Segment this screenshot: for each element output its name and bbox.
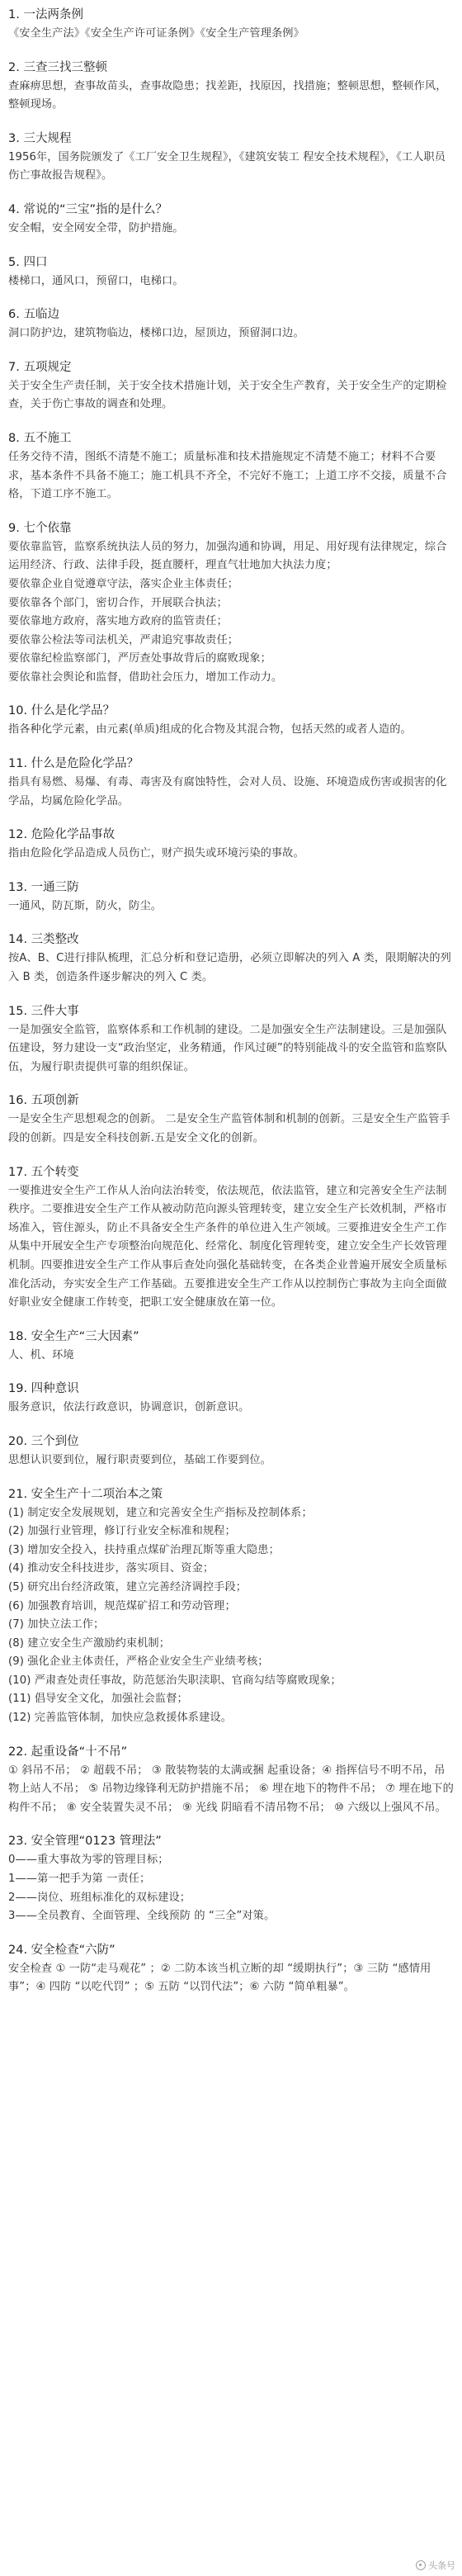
- section-20: [8, 1432, 454, 1470]
- section-text: 安全检查 ① 一防“走马观花” ；② 二防本该当机立断的却 “缓期执行”；③ 三防 “感情用事”；④ 四防 “以吃代罚” ；⑤ 五防 “以罚代法”；⑥ 六防 “简单粗暴”。: [8, 1962, 431, 1994]
- section-text: ① 斜吊不吊； ② 超载不吊； ③ 散装物装的太满或捆 起重设备；④ 指挥信号不明不吊，吊物上站人不吊； ⑤ 吊物边缘锋利无防护措施不吊； ⑥ 埋在地下的物件不吊； ⑦ 埋在地下的构件不吊； ⑧ 安全装置失灵不吊； ⑨ 光线 阴暗看不清吊物不吊； ⑩ 六级以上强风不吊。: [8, 1764, 454, 1814]
- section-title: 4. 常说的“三宝”指的是什么？: [8, 202, 167, 216]
- section-text: 指各种化学元素，由元素(单质)组成的化合物及其混合物，包括天然的或者人造的。: [8, 723, 412, 736]
- section-17: [8, 1163, 454, 1313]
- section-text: (4) 推动安全科技进步，落实项目、资金；: [8, 1562, 214, 1575]
- section-title: 21. 安全生产十二项治本之策: [8, 1487, 163, 1501]
- section-text: 按A、B、C进行排队梳理，汇总分析和登记造册，必须立即解决的列入 A 类，限期解决的列入 B 类，创造条件逐步解决的列入 C 类。: [8, 952, 451, 984]
- section-title: 24. 安全检查“六防”: [8, 1943, 116, 1957]
- section-22: [8, 1742, 454, 1818]
- section-title: 22. 起重设备“十不吊”: [8, 1745, 128, 1759]
- section-title: 17. 五个转变: [8, 1165, 79, 1179]
- section-text: 安全帽，安全网安全带，防护措施。: [8, 221, 184, 234]
- section-23: [8, 1831, 454, 1925]
- section-text: 要依靠纪检监察部门，严厉查处事故背后的腐败现象；: [8, 652, 271, 665]
- section-text: 1——第一把手为第 一责任；: [8, 1873, 151, 1886]
- section-text: 《安全生产法》《安全生产许可证条例》《安全生产管理条例》: [8, 27, 304, 40]
- section-24: [8, 1940, 454, 1997]
- section-text: 一是安全生产思想观念的创新。 二是安全生产监管体制和机制的创新。三是安全生产监管手段的创新。四是安全科技创新.五是安全文化的创新。: [8, 1113, 450, 1144]
- section-title: 3. 三大规程: [8, 131, 72, 145]
- section-text: (8) 建立安全生产激励约束机制；: [8, 1636, 171, 1650]
- section-1: [8, 5, 454, 44]
- section-4: [8, 200, 454, 239]
- section-text: 楼梯口，通风口，预留口，电梯口。: [8, 274, 184, 287]
- section-text: (7) 加快立法工作；: [8, 1618, 105, 1631]
- section-title: 13. 一通三防: [8, 880, 79, 894]
- section-5: [8, 253, 454, 291]
- section-text: 一通风，防瓦斯，防火，防尘。: [8, 899, 163, 912]
- section-16: [8, 1091, 454, 1148]
- section-title: 9. 七个依靠: [8, 521, 72, 535]
- section-text: 要依靠各个部门，密切合作，开展联合执法；: [8, 596, 228, 609]
- section-text: (10) 严肃查处责任事故，防范惩治失职渎职、官商勾结等腐败现象；: [8, 1674, 342, 1687]
- section-text: (11) 倡导安全文化，加强社会监督；: [8, 1693, 188, 1706]
- watermark-text: 头条号: [428, 2560, 455, 2571]
- section-14: [8, 930, 454, 987]
- section-title: 20. 三个到位: [8, 1434, 79, 1448]
- section-title: 15. 三件大事: [8, 1004, 79, 1018]
- section-21: [8, 1485, 454, 1728]
- section-text: (6) 加强教育培训，规范煤矿招工和劳动管理；: [8, 1599, 236, 1612]
- section-18: [8, 1327, 454, 1366]
- section-title: 10. 什么是化学品？: [8, 704, 116, 718]
- section-3: [8, 129, 454, 186]
- section-text: (3) 增加安全投入，扶持重点煤矿治理瓦斯等重大隐患；: [8, 1543, 280, 1556]
- section-text: 要依靠地方政府，落实地方政府的监管责任；: [8, 615, 228, 628]
- section-6: [8, 305, 454, 343]
- section-19: [8, 1379, 454, 1418]
- section-10: [8, 701, 454, 740]
- document-body: [8, 5, 454, 2011]
- section-text: 人、机、环境: [8, 1348, 74, 1361]
- section-text: (5) 研究出台经济政策，建立完善经济调控手段；: [8, 1580, 248, 1593]
- section-text: 要依靠监管，监察系统执法人员的努力，加强沟通和协调，用足、用好现有法律规定，综合运用经济、行政、法律手段，挺直腰杆，理直气壮地加大执法力度；: [8, 540, 447, 572]
- section-title: 14. 三类整改: [8, 933, 79, 947]
- section-title: 5. 四口: [8, 255, 48, 269]
- section-13: [8, 878, 454, 916]
- section-text: 洞口防护边，建筑物临边，楼梯口边，屋顶边，预留洞口边。: [8, 327, 304, 340]
- section-8: [8, 429, 454, 504]
- section-title: 7. 五项规定: [8, 360, 72, 374]
- section-text: (1) 制定安全发展规划，建立和完善安全生产指标及控制体系；: [8, 1506, 313, 1519]
- section-title: 6. 五临边: [8, 308, 59, 322]
- section-text: 一是加强安全监管，监察体系和工作机制的建设。二是加强安全生产法制建设。三是加强队伍建设，努力建设一支“政治坚定，业务精通，作风过硬”的特别能战斗的安全监管和监察队伍，为履行职责提供可靠的组织保证。: [8, 1023, 448, 1073]
- section-title: 19. 四种意识: [8, 1382, 79, 1396]
- section-title: 12. 危险化学品事故: [8, 828, 116, 842]
- section-title: 1. 一法两条例: [8, 8, 83, 21]
- section-text: 要依靠社会舆论和监督，借助社会压力，增加工作动力。: [8, 670, 283, 684]
- section-text: 要依靠公检法等司法机关，严肃追究事故责任；: [8, 633, 239, 646]
- account-circle-icon: [416, 2560, 426, 2570]
- section-text: 2——岗位、班组标准化的双标建设；: [8, 1891, 191, 1904]
- section-9: [8, 519, 454, 688]
- section-title: 18. 安全生产“三大因素”: [8, 1329, 139, 1343]
- section-text: (2) 加强行业管理，修订行业安全标准和规程；: [8, 1525, 236, 1538]
- section-text: 3——全员教育、全面管理、全线预防 的 “三全”对策。: [8, 1910, 276, 1923]
- section-text: 要依靠企业自觉遵章守法，落实企业主体责任；: [8, 577, 239, 590]
- section-title: 8. 五不施工: [8, 431, 72, 445]
- watermark: [416, 2559, 455, 2572]
- section-2: [8, 58, 454, 115]
- section-text: 任务交待不清，图纸不清楚不施工；质量标准和技术措施规定不清楚不施工；材料不合要求，基本条件不具备不施工；施工机具不齐全，不完好不施工；上道工序不交接，质量不合格，下道工序不施工。: [8, 450, 447, 501]
- section-text: 关于安全生产责任制，关于安全技术措施计划，关于安全生产教育，关于安全生产的定期检查，关于伤亡事故的调查和处理。: [8, 379, 447, 411]
- section-text: 思想认识要到位，履行职责要到位，基础工作要到位。: [8, 1453, 271, 1466]
- section-title: 2. 三查三找三整顿: [8, 60, 107, 74]
- section-15: [8, 1002, 454, 1077]
- section-text: 一要推进安全生产工作从人治向法治转变，依法规范，依法监管，建立和完善安全生产法制秩序。二要推进安全生产工作从被动防范向源头管理转变，建立安全生产长效机制，严格市场准入，管住源头，防止不具备安全生产条件的单位进入生产领域。三要推进安全生产工作从集中开展安全生产专项整治向规范化、经常化、制度化管理转变，建立安全生产长效管理机制。四要推进安全生产工作从事后查处向强化基础转变，在各类企业普遍开展安全质量标准化活动，夯实安全生产工作基础。五要推进安全生产工作从以控制伤亡事故为主向全面做好职业安全健康工作转变，把职工安全健康放在第一位。: [8, 1184, 447, 1309]
- section-12: [8, 825, 454, 864]
- section-text: 指由危险化学品造成人员伤亡，财产损失或环境污染的事故。: [8, 847, 304, 860]
- section-title: 23. 安全管理“0123 管理法”: [8, 1835, 162, 1849]
- section-7: [8, 358, 454, 414]
- section-text: (12) 完善监管体制，加快应急救援体系建设。: [8, 1712, 232, 1725]
- section-title: 11. 什么是危险化学品？: [8, 757, 139, 771]
- section-11: [8, 754, 454, 811]
- section-text: 查麻痹思想，查事故苗头，查事故隐患；找差距，找原因，找措施；整顿思想，整顿作风，整顿现场。: [8, 79, 447, 111]
- section-text: 1956年，国务院颁发了《工厂安全卫生规程》，《建筑安装工 程安全技术规程》，《工人职员伤亡事故报告规程》。: [8, 150, 446, 182]
- section-text: (9) 强化企业主体责任，严格企业安全生产业绩考核；: [8, 1655, 269, 1669]
- section-title: 16. 五项创新: [8, 1094, 79, 1108]
- section-text: 0——重大事故为零的管理目标；: [8, 1854, 169, 1867]
- section-text: 服务意识，依法行政意识，协调意识，创新意识。: [8, 1401, 250, 1414]
- section-text: 指具有易燃、易爆、有毒、毒害及有腐蚀特性，会对人员、设施、环境造成伤害或损害的化学品，均属危险化学品。: [8, 776, 447, 807]
